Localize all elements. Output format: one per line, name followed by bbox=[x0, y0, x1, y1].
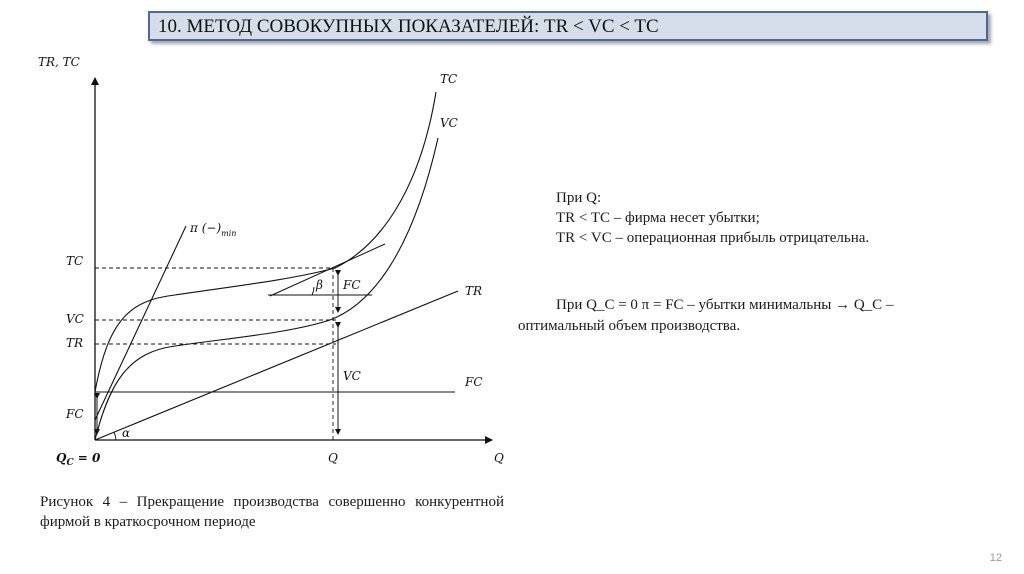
segment-vc-label: VC bbox=[343, 369, 361, 383]
tr-line bbox=[95, 291, 458, 440]
info-line-1: При Q: bbox=[556, 190, 602, 206]
q-label: Q bbox=[328, 451, 338, 465]
curve-label-tc: TC bbox=[440, 72, 458, 86]
y-axis-label: TR, TC bbox=[38, 55, 80, 69]
alpha-arc bbox=[114, 432, 116, 440]
segment-fc-label: FC bbox=[343, 278, 361, 292]
tc-tangent bbox=[270, 244, 385, 296]
info-line-5: оптимальный объем производства. bbox=[518, 318, 741, 334]
info-line-2: TR < TC – фирма несет убытки; bbox=[556, 210, 760, 226]
info-block-3 bbox=[518, 316, 740, 336]
left-label-tc: TC bbox=[66, 254, 84, 268]
pi-line bbox=[95, 226, 186, 420]
figure-caption: Рисунок 4 – Прекращение производства совершенно конкурентной фирмой в краткосрочном периоде bbox=[40, 494, 504, 530]
curve-label-tr: TR bbox=[465, 284, 483, 298]
curve-label-fc: FC bbox=[465, 375, 483, 389]
left-label-vc: VC bbox=[66, 312, 84, 326]
info-block-1 bbox=[556, 188, 869, 248]
alpha-label: α bbox=[122, 426, 131, 440]
left-label-tr: TR bbox=[66, 336, 84, 350]
vc-curve bbox=[95, 138, 438, 440]
pi-label: π $(-)_{min}$ bbox=[190, 221, 237, 238]
slide-title: 10. МЕТОД СОВОКУПНЫХ ПОКАЗАТЕЛЕЙ: TR < VC < TC bbox=[158, 16, 659, 37]
beta-arc bbox=[312, 287, 314, 295]
tc-curve bbox=[95, 92, 436, 392]
curve-label-vc: VC bbox=[440, 116, 458, 130]
page-number: 12 bbox=[989, 552, 1002, 564]
info-line-4: При Q_C = 0 π = FC – убытки минимальны → Q_C – bbox=[556, 297, 894, 313]
info-line-3: TR < VC – операционная прибыль отрицательна. bbox=[556, 230, 870, 246]
origin-label: $Q_C = 0$ bbox=[56, 451, 101, 468]
left-label-fc: FC bbox=[66, 407, 84, 421]
info-block-2 bbox=[556, 295, 893, 315]
x-axis-label: Q bbox=[494, 451, 504, 465]
beta-label: β bbox=[316, 278, 323, 292]
